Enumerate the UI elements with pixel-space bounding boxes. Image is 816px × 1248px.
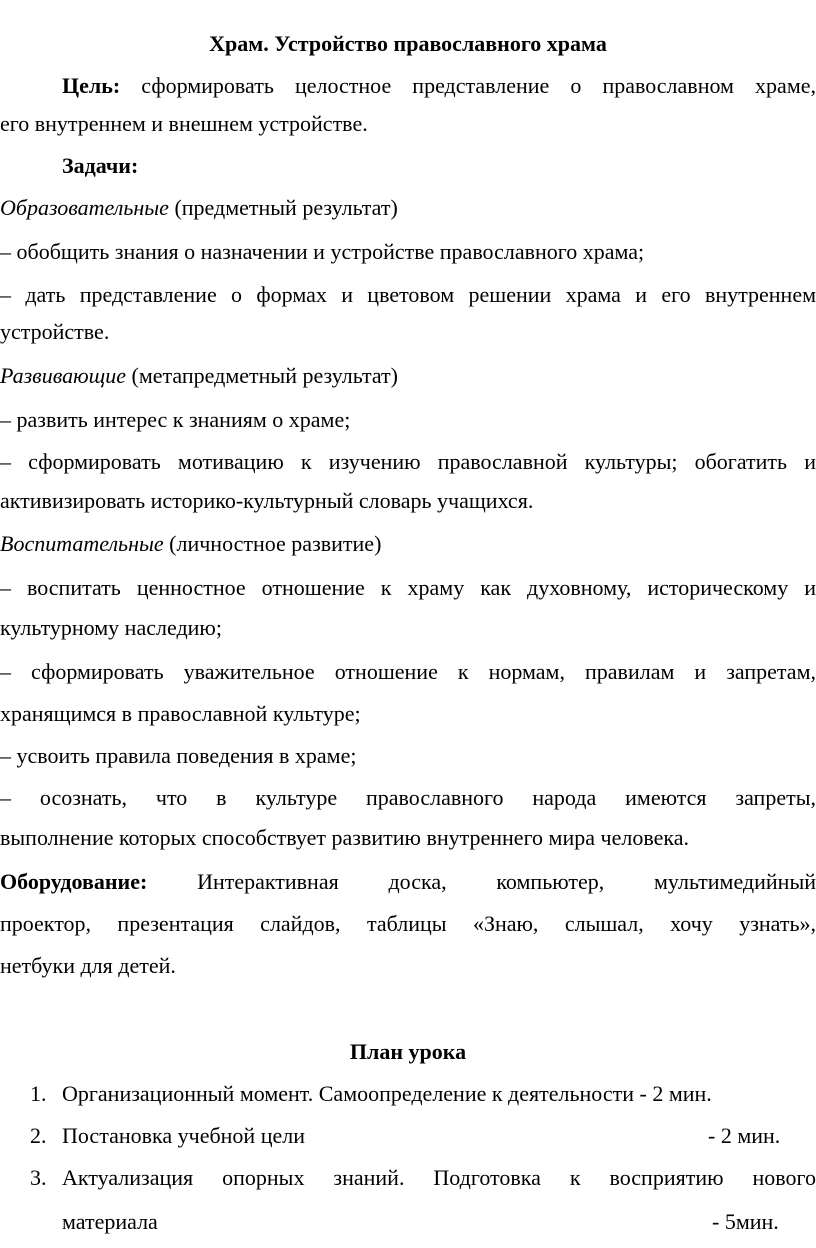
equipment-text-3: нетбуки для детей.: [0, 953, 176, 978]
upbringing-bullet-4-line-1: – осознать, что в культуре православного народа имеются запреты,: [0, 785, 816, 810]
developing-label: Развивающие: [0, 363, 127, 388]
upbringing-note: (личностное развитие): [169, 531, 382, 556]
plan-item-3-time: - 5мин.: [712, 1209, 779, 1234]
upbringing-heading: [0, 530, 816, 558]
plan-heading: План урока: [349, 1039, 467, 1064]
upbringing-bullet-2-line-1: – сформировать уважительное отношение к нормам, правилам и запретам,: [0, 659, 816, 684]
educational-note: (предметный результат): [174, 195, 398, 220]
goal-text-2: его внутреннем и внешнем устройстве.: [0, 111, 368, 136]
upbringing-bullet-1-line-2: культурному наследию;: [0, 615, 222, 640]
document-title: Храм. Устройство православного храма: [209, 31, 607, 56]
developing-bullet-2-line-2: активизировать историко-культурный словарь учащихся.: [0, 488, 534, 513]
developing-bullet-1: – развить интерес к знаниям о храме;: [0, 407, 351, 432]
tasks-heading: Задачи:: [62, 153, 139, 178]
upbringing-bullet-1-line-1: – воспитать ценностное отношение к храму как духовному, историческому и: [0, 575, 816, 600]
plan-item-2-time: - 2 мин.: [708, 1123, 781, 1148]
plan-item-2-text: Постановка учебной цели: [62, 1123, 305, 1148]
goal-text-1: сформировать целостное представление о православном храме,: [141, 73, 816, 98]
upbringing-bullet-2-line-2: хранящимся в православной культуре;: [0, 701, 361, 726]
upbringing-bullet-3: – усвоить правила поведения в храме;: [0, 743, 357, 768]
goal-label: Цель:: [62, 73, 121, 98]
upbringing-label: Воспитательные: [0, 531, 164, 556]
developing-heading: [0, 362, 816, 390]
developing-note: (метапредметный результат): [131, 363, 398, 388]
equipment-text-2: проектор, презентация слайдов, таблицы «Знаю, слышал, хочу узнать»,: [0, 911, 816, 936]
educational-bullet-2-line-1: – дать представление о формах и цветовом решении храма и его внутреннем: [0, 282, 816, 307]
developing-bullet-2-line-1: – сформировать мотивацию к изучению православной культуры; обогатить и: [0, 449, 816, 474]
upbringing-bullet-4-line-2: выполнение которых способствует развитию внутреннего мира человека.: [0, 825, 689, 850]
equipment-line-1: [0, 868, 816, 896]
equipment-label: Оборудование:: [0, 869, 148, 894]
plan-item-3-number: 3.: [30, 1165, 47, 1190]
educational-bullet-1: – обобщить знания о назначении и устройстве православного храма;: [0, 239, 645, 264]
equipment-text-1: Интерактивная доска, компьютер, мультимедийный: [197, 869, 816, 894]
plan-item-3-text: Актуализация опорных знаний. Подготовка к восприятию нового: [62, 1165, 816, 1190]
goal-line-1: [62, 72, 816, 100]
plan-item-1-text: Организационный момент. Самоопределение к деятельности - 2 мин.: [62, 1081, 712, 1106]
educational-heading: [0, 194, 816, 222]
plan-item-1-number: 1.: [30, 1081, 47, 1106]
educational-label: Образовательные: [0, 195, 169, 220]
educational-bullet-2-line-2: устройстве.: [0, 319, 110, 344]
plan-item-3-text-2: материала: [62, 1209, 158, 1234]
plan-item-2-number: 2.: [30, 1123, 47, 1148]
